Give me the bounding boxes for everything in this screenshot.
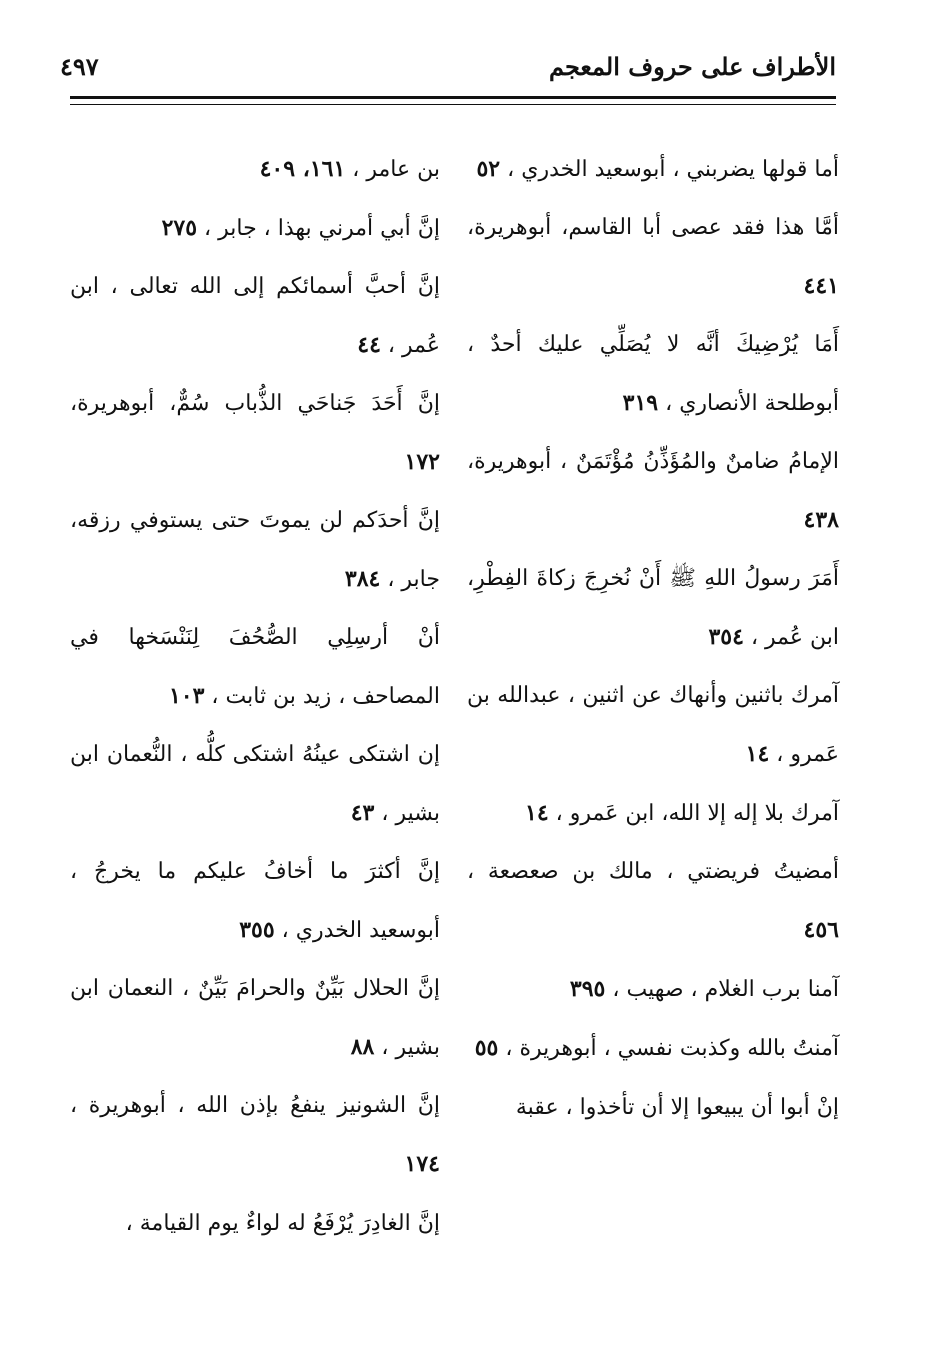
entry-text: أَمَا يُرْضِيكَ أنَّه لا يُصَلِّي عليك أحدٌ ، أبوطلحة الأنصاري ، <box>467 332 839 416</box>
entry-text: إنَّ أَحَدَ جَناحَي الذُّباب سُمٌّ، أبوهريرة، <box>70 391 440 416</box>
page-reference: ١٧٤ <box>404 1151 440 1177</box>
page-reference: ٣١٩ <box>622 390 659 416</box>
entry-text: أمضيتُ فريضتي ، مالك بن صعصعة ، <box>467 859 839 884</box>
page-reference: ٣٩٥ <box>569 976 606 1002</box>
index-entry <box>70 492 440 609</box>
entry-text: إنَّ الغادِرَ يُرْفَعُ له لواءٌ يوم القيامة ، <box>125 1211 440 1236</box>
page-header <box>60 44 836 88</box>
entry-text: آمنتُ بالله وكذبت نفسي ، أبوهريرة ، <box>505 1036 839 1061</box>
page-reference: ٤٥٦ <box>803 917 839 943</box>
entry-text: إنَّ الحلال بَيِّنٌ والحرامَ بَيِّنٌ ، النعمان ابن بشير ، <box>70 976 440 1060</box>
entry-text: إنَّ أبي أمرني بهذا ، جابر ، <box>204 216 440 241</box>
page-reference: ٤٤١ <box>803 273 839 299</box>
index-entry <box>467 199 839 316</box>
index-entry <box>70 960 440 1077</box>
index-entry <box>70 258 440 375</box>
index-entry <box>70 199 440 258</box>
entry-text: بن عامر ، <box>352 157 440 182</box>
index-entry <box>467 1078 839 1137</box>
page-reference: ١٧٢ <box>404 449 440 475</box>
entry-text: إنْ أبوا أن يبيعوا إلا أن تأخذوا ، عقبة <box>515 1095 839 1120</box>
page-reference: ٢٧٥ <box>161 215 198 241</box>
index-entry <box>467 843 839 960</box>
index-entry <box>70 1077 440 1194</box>
right-column <box>467 140 839 1137</box>
page-reference: ٨٨ <box>350 1034 375 1060</box>
entry-text: آمنا برب الغلام ، صهيب ، <box>612 977 839 1002</box>
page-reference: ٤٤ <box>357 332 381 358</box>
header-rule-thin <box>70 104 836 105</box>
page-reference: ٥٥ <box>474 1035 499 1061</box>
page-reference: ٤٣ <box>350 800 375 826</box>
page-reference: ٥٢ <box>476 156 501 182</box>
entry-text: إنَّ أحبَّ أسمائكم إلى الله تعالى ، ابن عُمر ، <box>70 274 440 358</box>
index-entry <box>70 140 440 199</box>
index-entry <box>467 960 839 1019</box>
page-reference: ٤٣٨ <box>803 507 839 533</box>
page-reference: ١٦١، ٤٠٩ <box>259 156 346 182</box>
entry-text: إنَّ أكثرَ ما أخافُ عليكم ما يخرجُ ، أبوسعيد الخدري ، <box>70 859 440 943</box>
left-column <box>70 140 440 1253</box>
entry-text: إنَّ أحدَكم لن يموتَ حتى يستوفي رزقه، جابر ، <box>70 508 440 592</box>
index-entry <box>467 140 839 199</box>
page-reference: ١٤ <box>745 741 770 767</box>
page-reference: ٣٥٥ <box>239 917 275 943</box>
index-entry <box>467 784 839 843</box>
entry-text: أمَّا هذا فقد عصى أبا القاسم، أبوهريرة، <box>467 215 839 240</box>
entry-text: إن اشتكى عينُهُ اشتكى كلُّه ، النُّعمان ابن بشير ، <box>70 742 440 826</box>
entry-text: أنْ أرسِلِي الصُّحُفَ لِنَنْسَخها في المصاحف ، زيد بن ثابت ، <box>70 625 440 709</box>
index-entry <box>467 316 839 433</box>
entry-text: آمرك بلا إله إلا الله، ابن عَمرو ، <box>555 801 839 826</box>
page-reference: ١٤ <box>525 800 549 826</box>
entry-text: أَمَرَ رسولُ اللهِ ﷺ أَنْ نُخرِجَ زكاةَ الفِطْرِ، ابن عُمر ، <box>467 566 839 650</box>
page-reference: ١٠٣ <box>168 683 205 709</box>
index-entry <box>467 550 839 667</box>
page-reference: ٣٨٤ <box>344 566 381 592</box>
page-number: ٤٩٧ <box>60 51 99 81</box>
index-entry <box>70 375 440 492</box>
entry-text: آمرك باثنين وأنهاك عن اثنين ، عبدالله بن عَمرو ، <box>467 683 839 767</box>
index-entry <box>467 667 839 784</box>
index-entry <box>70 726 440 843</box>
header-rule <box>70 96 836 99</box>
page-reference: ٣٥٤ <box>708 624 744 650</box>
running-title: الأطراف على حروف المعجم <box>548 51 836 81</box>
entry-text: إنَّ الشونيز ينفعُ بإذن الله ، أبوهريرة ، <box>70 1093 440 1118</box>
index-entry <box>70 609 440 726</box>
index-entry <box>467 433 839 550</box>
entry-text: أما قولها يضربني ، أبوسعيد الخدري ، <box>507 157 839 182</box>
index-entry <box>70 843 440 960</box>
entry-text: الإمامُ ضامنٌ والمُؤَذِّنُ مُؤْتَمَنٌ ، أبوهريرة، <box>467 449 839 474</box>
index-entry <box>70 1194 440 1253</box>
index-entry <box>467 1019 839 1078</box>
